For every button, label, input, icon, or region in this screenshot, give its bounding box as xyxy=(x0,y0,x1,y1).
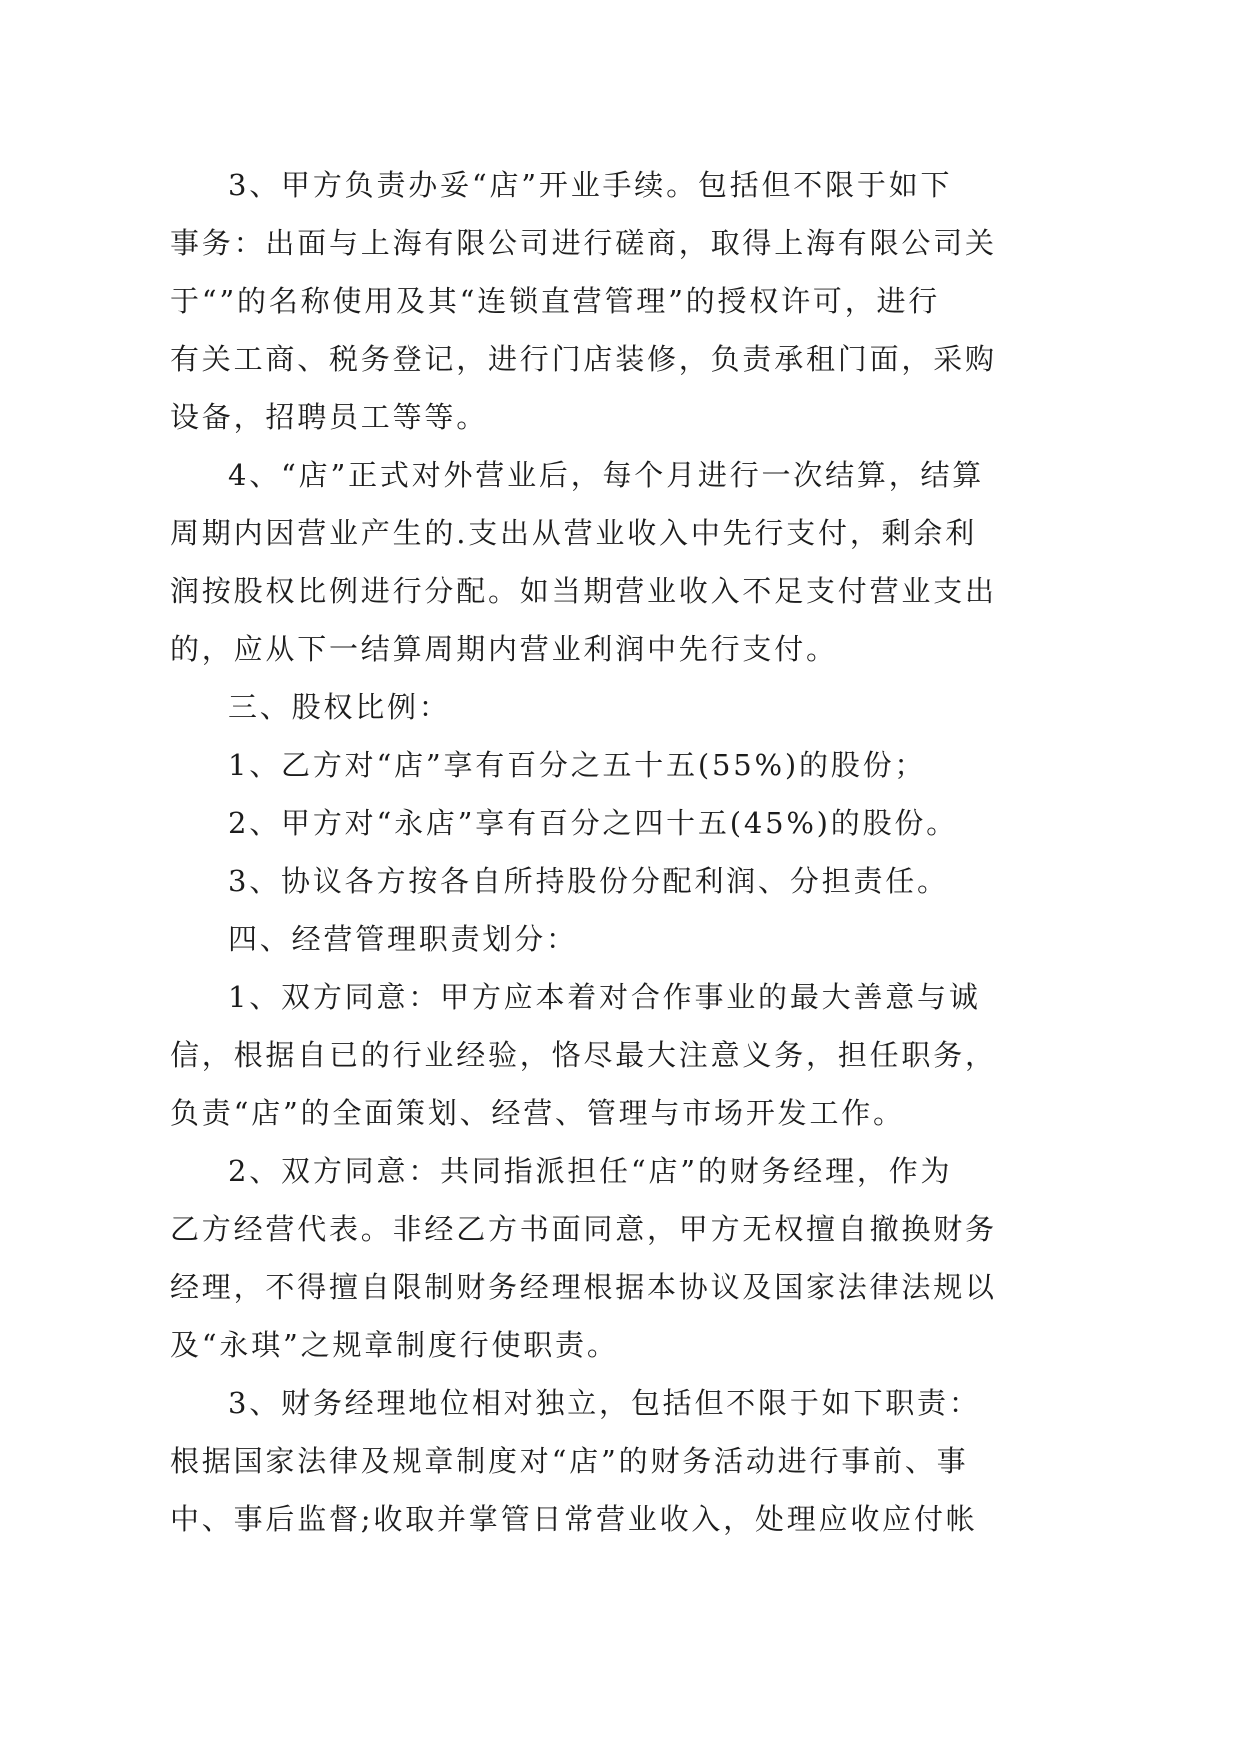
paragraph-line: 乙方经营代表。非经乙方书面同意，甲方无权擅自撤换财务 xyxy=(170,1212,997,1246)
paragraph-line: 有关工商、税务登记，进行门店装修，负责承租门面，采购 xyxy=(170,342,997,376)
paragraph-line: 负责“店”的全面策划、经营、管理与市场开发工作。 xyxy=(170,1096,905,1130)
paragraph-line: 1、双方同意：甲方应本着对合作事业的最大善意与诚 xyxy=(228,980,981,1014)
paragraph-line: 润按股权比例进行分配。如当期营业收入不足支付营业支出 xyxy=(170,574,997,608)
paragraph-line: 2、甲方对“永店”享有百分之四十五(45%)的股份。 xyxy=(228,806,958,840)
paragraph-line: 4、“店”正式对外营业后，每个月进行一次结算，结算 xyxy=(228,458,985,492)
paragraph-line: 3、财务经理地位相对独立，包括但不限于如下职责： xyxy=(228,1386,981,1420)
paragraph-line: 周期内因营业产生的.支出从营业收入中先行支付，剩余利 xyxy=(170,516,978,550)
paragraph-line: 中、事后监督;收取并掌管日常营业收入，处理应收应付帐 xyxy=(170,1502,978,1536)
paragraph-line: 设备，招聘员工等等。 xyxy=(170,400,489,434)
paragraph-line: 1、乙方对“店”享有百分之五十五(55%)的股份； xyxy=(228,748,927,782)
paragraph-line: 的，应从下一结算周期内营业利润中先行支付。 xyxy=(170,632,838,666)
paragraph-line: 经理，不得擅自限制财务经理根据本协议及国家法律法规以 xyxy=(170,1270,997,1304)
paragraph-line: 2、双方同意：共同指派担任“店”的财务经理，作为 xyxy=(228,1154,953,1188)
paragraph-line: 3、协议各方按各自所持股份分配利润、分担责任。 xyxy=(228,864,949,898)
paragraph-line: 及“永琪”之规章制度行使职责。 xyxy=(170,1328,619,1362)
paragraph-line: 信，根据自已的行业经验，恪尽最大注意义务，担任职务， xyxy=(170,1038,997,1072)
paragraph-line: 事务：出面与上海有限公司进行磋商，取得上海有限公司关 xyxy=(170,226,997,260)
paragraph-line: 于“”的名称使用及其“连锁直营管理”的授权许可，进行 xyxy=(170,284,941,318)
section-heading: 三、股权比例： xyxy=(228,690,451,724)
paragraph-line: 3、甲方负责办妥“店”开业手续。包括但不限于如下 xyxy=(228,168,953,202)
section-heading: 四、经营管理职责划分： xyxy=(228,922,578,956)
paragraph-line: 根据国家法律及规章制度对“店”的财务活动进行事前、事 xyxy=(170,1444,969,1478)
